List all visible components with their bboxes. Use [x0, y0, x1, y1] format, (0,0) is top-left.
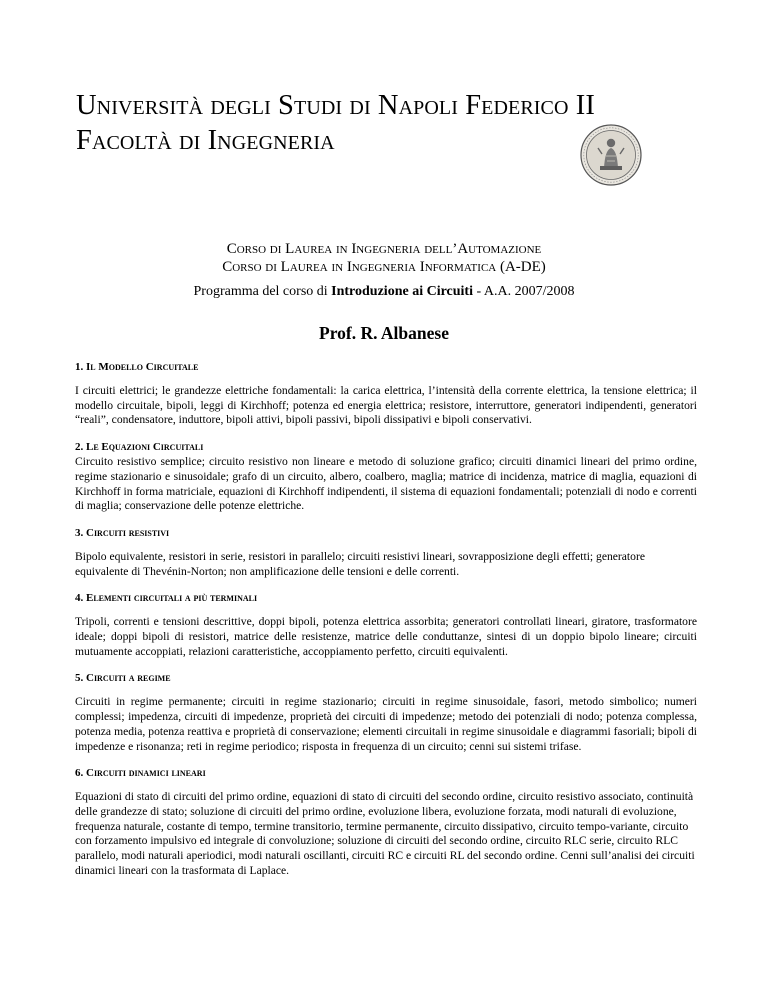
section-body: Tripoli, correnti e tensioni descrittive, doppi bipoli, potenza elettrica assorbita; generatori controllati lineari, giratore, trasformatore ideale; doppi bipoli di resistori, matrice delle resistenze, matrice delle conduttanze, sintesi di un doppio bipolo lineare; circuiti mutuamente accoppiati, relazioni caratteristiche, accoppiamento perfetto, circuiti equivalenti.	[75, 615, 697, 658]
course-title: Introduzione ai Circuiti	[331, 284, 473, 299]
university-seal-icon	[580, 124, 642, 186]
section-body: I circuiti elettrici; le grandezze elettriche fondamentali: la carica elettrica, l’intensità della corrente elettrica, la tensione elettrica; il modello circuitale, bipoli, leggi di Kirchhoff; potenza ed energia elettrica; resistore, interruttore, generatori indipendenti, generatori “reali”, condensatore, induttore, bipoli attivi, bipoli passivi, bipoli dissipativi e bipoli conservativi.	[75, 384, 697, 427]
institution-heading	[76, 88, 595, 158]
program-line	[0, 283, 768, 300]
syllabus-section	[75, 526, 697, 579]
section-body: Circuiti in regime permanente; circuiti in regime stazionario; circuiti in regime sinusoidale, fasori, metodo simbolico; numeri complessi; impedenza, circuiti di impedenze, proprietà dei circuiti di impedenze; metodo dei potenziali di nodo; potenza complessa, potenza media, potenza reattiva e proprietà di conservazione; elementi circuitali in regime sinusoidale e diagrammi fasoriali; bipoli di impedenze e risonanza; reti in regime periodico; risposta in frequenza di un circuito; cenni sui sistemi trifase.	[75, 695, 697, 753]
section-title: 1. Il Modello Circuitale	[75, 361, 199, 373]
section-body: Circuito resistivo semplice; circuito resistivo non lineare e metodo di soluzione grafico; circuiti dinamici lineari del primo ordine, regime stazionario e sinusoidale; grafo di un circuito, albero, coalbero, maglia; matrice di incidenza, matrice di maglia, equazioni di Kirchhoff in forma matriciale, equazioni di Kirchhoff indipendenti, il sistema di equazioni fondamentali; potenziali di nodo e correnti di maglia; conservazione delle potenze elettriche.	[75, 455, 697, 513]
section-title: 2. Le Equazioni Circuitali	[75, 441, 204, 454]
syllabus-section	[75, 360, 697, 428]
section-title: 5. Circuiti a regime	[75, 672, 171, 685]
academic-year: - A.A. 2007/2008	[472, 284, 575, 299]
syllabus-section	[75, 671, 697, 754]
syllabus-section	[75, 591, 697, 659]
course-informatica: Corso di Laurea in Ingegneria Informatica (A-DE)	[222, 259, 546, 275]
section-title: 6. Circuiti dinamici lineari	[75, 767, 206, 780]
syllabus-sections	[75, 360, 697, 890]
degree-courses	[0, 240, 768, 276]
section-title: 3. Circuiti resistivi	[75, 526, 170, 539]
syllabus-section	[75, 440, 697, 514]
section-body: Bipolo equivalente, resistori in serie, resistori in parallelo; circuiti resistivi lineari, sovrapposizione degli effetti; generatore equivalente di Thevénin-Norton; non amplificazione delle tensioni e delle correnti.	[75, 549, 645, 578]
section-title: 4. Elementi circuitali a più terminali	[75, 592, 258, 605]
course-automazione: Corso di Laurea in Ingegneria dell’Automazione	[226, 241, 542, 257]
syllabus-section	[75, 766, 697, 878]
university-name: Università degli Studi di Napoli Federico II	[76, 90, 595, 121]
faculty-name: Facoltà di Ingegneria	[76, 125, 335, 156]
professor-name: Prof. R. Albanese	[319, 323, 449, 343]
section-body: Equazioni di stato di circuiti del primo ordine, equazioni di stato di circuiti del secondo ordine, circuito resistivo associato, continuità delle grandezze di stato; soluzione di circuiti del primo ordine, evoluzione libera, evoluzione forzata, modi naturali di evoluzione, frequenza naturale, costante di tempo, termine transitorio, termine permanente, circuito dissipativo, circuito tempo-variante, circuito con forzamento impulsivo ed integrale di convoluzione; soluzione di circuiti del secondo ordine, circuito RLC serie, circuito RLC parallelo, modi naturali aperiodici, modi naturali oscillanti, circuiti RC e circuiti RL del secondo ordine. Cenni sull’analisi dei circuiti dinamici lineari con la trasformata di Laplace.	[75, 790, 695, 877]
program-prefix: Programma del corso di	[193, 284, 332, 299]
